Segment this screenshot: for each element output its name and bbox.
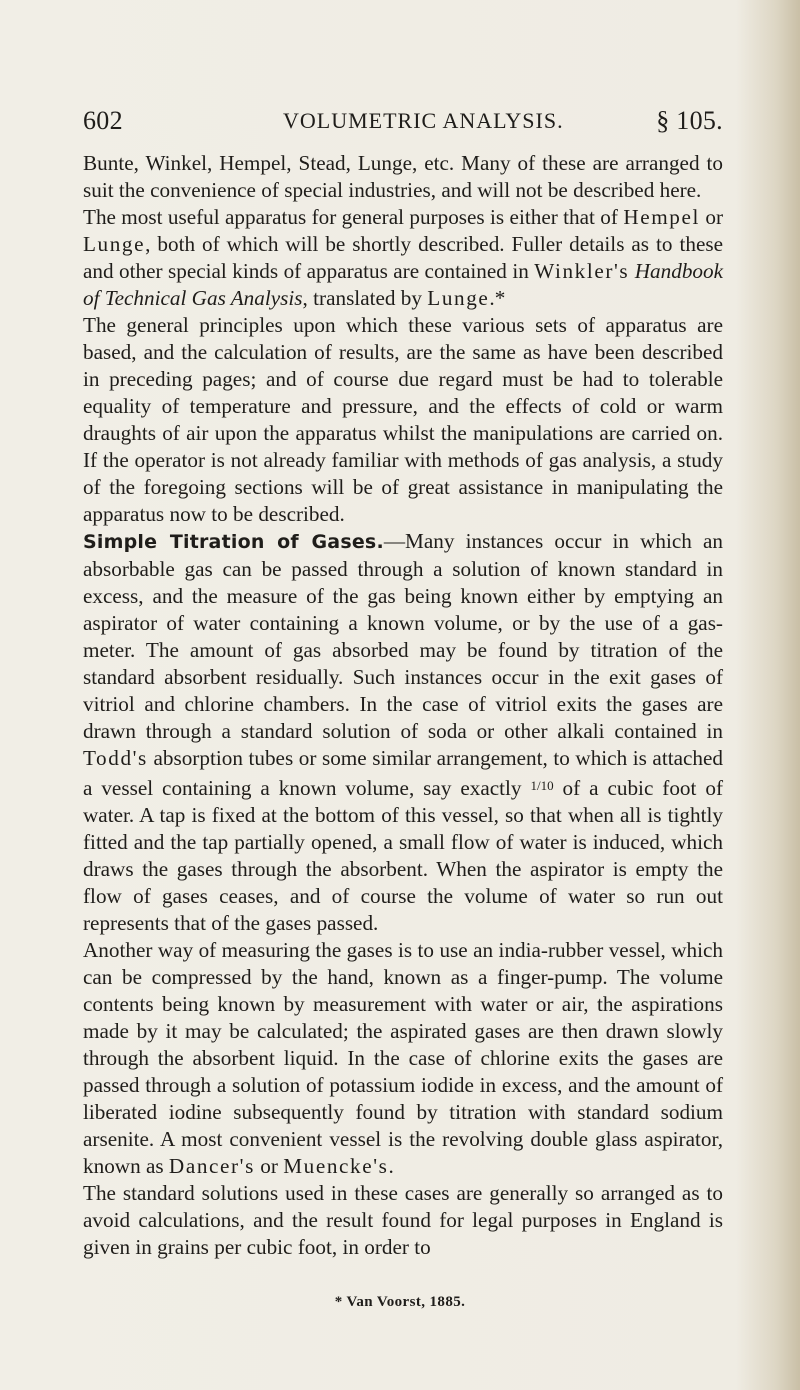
text-run: of a cubic foot of water. A tap is fixed at the bottom of this vessel, so that when all is tightly fitted and the tap partially opened, a small flow of water is induced, which draws the gases through the absorbent. When the aspirator is empty the flow of gases ceases, and of course the volume of water so run out represents that of the gases passed. [83, 776, 723, 935]
paragraph-4 [83, 528, 723, 937]
paragraph-6: The standard solutions used in these cases are generally so arranged as to avoid calculations, and the result found for legal purposes in England is given in grains per cubic foot, in order to [83, 1181, 723, 1259]
section-heading: Simple Titration of Gases. [83, 531, 384, 553]
body-text [83, 150, 723, 1261]
running-title: VOLUMETRIC ANALYSIS. [283, 108, 564, 133]
paragraph-5 [83, 937, 723, 1180]
name-hempel: Hempel [623, 205, 700, 229]
page-number: 602 [83, 106, 123, 135]
paragraph-2 [83, 204, 723, 312]
footnote: * Van Voorst, 1885. [334, 1294, 466, 1310]
section-number: § 105. [656, 106, 723, 135]
text-run: , both of which will be shortly described. Fuller details as to these and other special kinds of apparatus are contained in [83, 232, 723, 283]
fraction: 1/10 [530, 778, 554, 793]
text-run: —Many instances occur in which an absorbable gas can be passed through a solution of known standard in excess, and the measure of the gas being known either by emptying an aspirator of water containing a known volume, or by the use of a gas-meter. The amount of gas absorbed may be found by titration of the standard absorbent residually. Such instances occur in the exit gases of vitriol and chlorine chambers. In the case of vitriol exits the gases are drawn through a standard solution of soda or other alkali contained in [83, 529, 723, 743]
text-run: or [699, 205, 724, 229]
paragraph-1: Bunte, Winkel, Hempel, Stead, Lunge, etc. Many of these are arranged to suit the convenience of special industries, and will not be described here. [83, 151, 723, 202]
text-run: or [254, 1154, 284, 1178]
text-run: , translated by [302, 286, 428, 310]
name-todd: Todd's [83, 746, 148, 770]
text-run: Another way of measuring the gases is to use an india-rubber vessel, which can be compressed by the hand, known as a finger-pump. The volume contents being known by measurement with water or air, the aspirations made by it may be calculated; the aspirated gases are then drawn slowly through the absorbent liquid. In the case of chlorine exits the gases are passed through a solution of potassium iodide in excess, and the amount of liberated iodine subsequently found by titration with standard sodium arsenite. A most convenient vessel is the revolving double glass aspirator, known as [83, 938, 723, 1178]
text-run: The most useful apparatus for general purposes is either that of [83, 205, 624, 229]
book-title: Handbook of Technical Gas Analysis [83, 259, 724, 310]
name-winkler: Winkler's [534, 259, 630, 283]
paragraph-3: The general principles upon which these various sets of apparatus are based, and the calculation of results, are the same as have been described in preceding pages; and of course due regard must be had to tolerable equality of temperature and pressure, and the effects of cold or warm draughts of air upon the apparatus whilst the manipulations are carried on. If the operator is not already familiar with methods of gas analysis, a study of the foregoing sections will be of great assistance in manipulating the apparatus now to be described. [83, 313, 723, 526]
name-dancer: Dancer's [168, 1154, 255, 1178]
footnote-marker: .* [489, 286, 506, 310]
name-lunge: Lunge [83, 232, 146, 256]
text-run: . [388, 1154, 394, 1178]
running-header [83, 106, 723, 136]
text-run: absorption tubes or some similar arrangement, to which is attached a vessel containing a known volume, say exactly [83, 746, 723, 800]
name-muencke: Muencke's [283, 1154, 389, 1178]
name-lunge-2: Lunge [427, 286, 490, 310]
